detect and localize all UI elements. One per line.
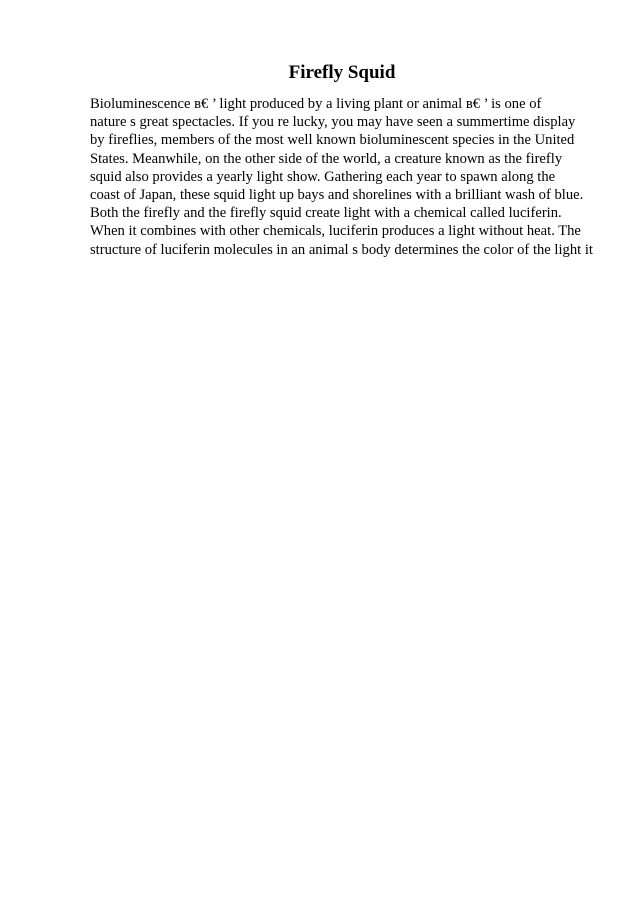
body-line: nature s great spectacles. If you re lucky, you may have seen a summertime display <box>90 114 576 131</box>
body-line: States. Meanwhile, on the other side of the world, a creature known as the firefly <box>90 150 563 167</box>
body-line: structure of luciferin molecules in an animal s body determines the color of the light it <box>90 241 593 258</box>
document-title: Firefly Squid <box>288 62 396 83</box>
body-line: squid also provides a yearly light show. Gathering each year to spawn along the <box>90 168 556 185</box>
document-body <box>90 95 630 259</box>
body-line: Both the firefly and the firefly squid create light with a chemical called luciferin. <box>90 205 562 222</box>
body-line: by fireflies, members of the most well known bioluminescent species in the United <box>90 132 575 149</box>
body-line: Bioluminescence в€ ’ light produced by a living plant or animal в€ ’ is one of <box>90 96 542 112</box>
body-line: coast of Japan, these squid light up bays and shorelines with a brilliant wash of blue. <box>90 187 584 204</box>
body-line: When it combines with other chemicals, luciferin produces a light without heat. The <box>90 223 581 240</box>
